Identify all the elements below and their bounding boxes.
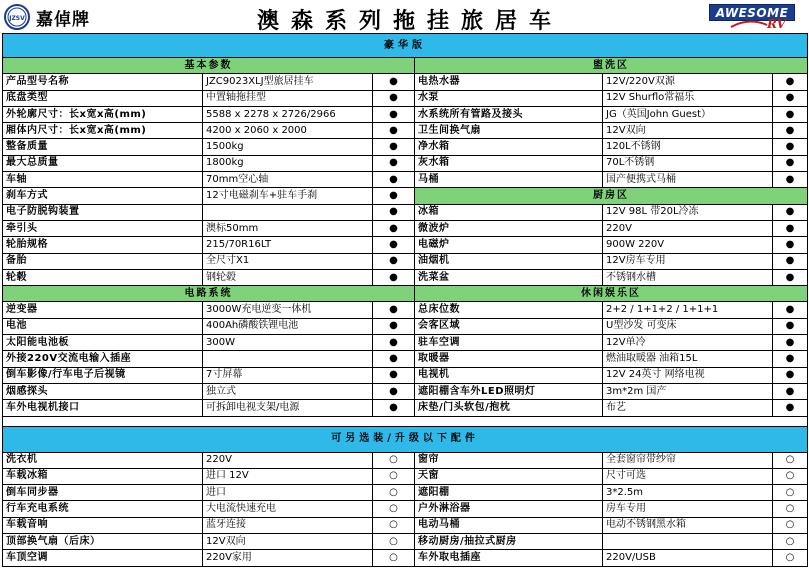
option-label: 洗衣机	[3, 452, 203, 468]
spec-label: 电子防脱钩装置	[3, 204, 203, 220]
spec-label: 太阳能电池板	[3, 335, 203, 351]
spec-value: 布艺	[603, 400, 773, 416]
header	[0, 0, 809, 33]
brand-logo	[4, 3, 124, 31]
brand-seal-icon	[4, 4, 30, 30]
spec-value: 215/70R16LT	[203, 237, 373, 253]
option-row	[3, 501, 808, 517]
spacer	[3, 416, 808, 426]
table-row	[3, 220, 808, 236]
option-label: 移动厨房/抽拉式厨房	[415, 534, 603, 550]
spec-label: 取暖器	[415, 351, 603, 367]
spec-value: 5588 x 2278 x 2726/2966	[203, 106, 373, 122]
table-row	[3, 383, 808, 399]
spec-value: 12寸电磁刹车+驻车手刹	[203, 188, 373, 204]
standard-mark-icon: ●	[373, 106, 415, 122]
spec-value: 12V 98L 带20L冷冻	[603, 204, 773, 220]
standard-mark-icon: ●	[773, 302, 808, 318]
table-row	[3, 269, 808, 285]
table-row	[3, 106, 808, 122]
spec-label: 备胎	[3, 253, 203, 269]
optional-mark-icon: ○	[773, 452, 808, 468]
spec-label: 洗菜盆	[415, 269, 603, 285]
table-row	[3, 335, 808, 351]
spec-value: 300W	[203, 335, 373, 351]
spec-label: 厢体内尺寸：长x宽x高(mm)	[3, 123, 203, 139]
optional-mark-icon: ○	[773, 485, 808, 501]
standard-mark-icon: ●	[773, 106, 808, 122]
standard-mark-icon: ●	[373, 318, 415, 334]
optional-mark-icon: ○	[373, 485, 415, 501]
spec-label: 床垫/门头软包/抱枕	[415, 400, 603, 416]
standard-mark-icon: ●	[773, 253, 808, 269]
spec-value: 国产便携式马桶	[603, 172, 773, 188]
options-banner: 可另选装/升级以下配件	[3, 426, 808, 452]
option-label: 倒车同步器	[3, 485, 203, 501]
spec-label: 油烟机	[415, 253, 603, 269]
spec-value: 燃油取暖器 油箱15L	[603, 351, 773, 367]
standard-mark-icon: ●	[773, 318, 808, 334]
spec-label: 刹车方式	[3, 188, 203, 204]
option-label: 遮阳棚	[415, 485, 603, 501]
standard-mark-icon: ●	[373, 123, 415, 139]
optional-mark-icon: ○	[373, 501, 415, 517]
standard-mark-icon: ●	[373, 188, 415, 204]
standard-mark-icon: ●	[373, 367, 415, 383]
spec-label: 倒车影像/行车电子后视镜	[3, 367, 203, 383]
spec-label: 冰箱	[415, 204, 603, 220]
spec-label: 电磁炉	[415, 237, 603, 253]
table-row	[3, 253, 808, 269]
spec-label: 轮毂	[3, 269, 203, 285]
standard-mark-icon: ●	[773, 90, 808, 106]
spec-value: 400Ah磷酸铁锂电池	[203, 318, 373, 334]
standard-mark-icon: ●	[373, 351, 415, 367]
standard-mark-icon: ●	[773, 400, 808, 416]
spec-label: 净水箱	[415, 139, 603, 155]
section-header: 盥洗区	[415, 58, 808, 74]
spec-label: 电视机	[415, 367, 603, 383]
option-label: 车载冰箱	[3, 468, 203, 484]
spec-label: 底盘类型	[3, 90, 203, 106]
spec-value: 4200 x 2060 x 2000	[203, 123, 373, 139]
option-value: 进口 12V	[203, 468, 373, 484]
spec-label: 整备质量	[3, 139, 203, 155]
option-row	[3, 468, 808, 484]
spec-value: 3000W充电逆变一体机	[203, 302, 373, 318]
option-value: 220V家用	[203, 550, 373, 566]
table-row	[3, 400, 808, 416]
awesome-logo-text: AWESOME	[715, 5, 789, 20]
spec-value	[203, 351, 373, 367]
swoosh-icon	[729, 19, 769, 31]
option-value: 电动不锈钢黑水箱	[603, 517, 773, 533]
table-row	[3, 318, 808, 334]
table-row	[3, 237, 808, 253]
standard-mark-icon: ●	[373, 172, 415, 188]
spec-label: 烟感探头	[3, 383, 203, 399]
spec-label: 马桶	[415, 172, 603, 188]
table-row	[3, 155, 808, 171]
option-row	[3, 550, 808, 566]
spec-value: 120L不锈钢	[603, 139, 773, 155]
standard-mark-icon: ●	[773, 139, 808, 155]
standard-mark-icon: ●	[373, 400, 415, 416]
option-label: 车外取电插座	[415, 550, 603, 566]
table-row	[3, 286, 808, 302]
option-row	[3, 517, 808, 533]
awesome-logo-sub: RV	[767, 17, 786, 31]
option-label: 车载音响	[3, 517, 203, 533]
option-value: 大电流快速充电	[203, 501, 373, 517]
standard-mark-icon: ●	[373, 139, 415, 155]
awesome-logo	[709, 2, 803, 32]
spec-value: 12V 24英寸 网络电视	[603, 367, 773, 383]
option-value: 12V双向	[203, 534, 373, 550]
standard-mark-icon: ●	[773, 204, 808, 220]
option-label: 顶部换气扇（后床）	[3, 534, 203, 550]
table-row	[3, 204, 808, 220]
option-value	[603, 534, 773, 550]
spec-value: U型沙发 可变床	[603, 318, 773, 334]
option-value: 220V	[203, 452, 373, 468]
optional-mark-icon: ○	[373, 534, 415, 550]
seal-text: JZSV	[9, 15, 25, 22]
spec-value: 可拆卸电视支架/电源	[203, 400, 373, 416]
section-header: 电路系统	[3, 286, 415, 302]
standard-mark-icon: ●	[373, 155, 415, 171]
table-row	[3, 188, 808, 204]
spec-label: 逆变器	[3, 302, 203, 318]
spec-value: 不锈钢水槽	[603, 269, 773, 285]
spec-value: 900W 220V	[603, 237, 773, 253]
optional-mark-icon: ○	[373, 517, 415, 533]
spec-label: 外轮廓尺寸：长x宽x高(mm)	[3, 106, 203, 122]
optional-mark-icon: ○	[773, 468, 808, 484]
spec-label: 会客区域	[415, 318, 603, 334]
spec-label: 产品型号名称	[3, 74, 203, 90]
optional-mark-icon: ○	[373, 550, 415, 566]
option-value: 房车专用	[603, 501, 773, 517]
spec-label: 电池	[3, 318, 203, 334]
spec-value: 12V单冷	[603, 335, 773, 351]
brand-name: 嘉倬牌	[36, 9, 90, 30]
standard-mark-icon: ●	[373, 204, 415, 220]
option-value: 全套窗帘带纱帘	[603, 452, 773, 468]
spec-value: 70mm空心轴	[203, 172, 373, 188]
spec-value: 澳标50mm	[203, 220, 373, 236]
spec-value: 1800kg	[203, 155, 373, 171]
table-row	[3, 90, 808, 106]
table-row	[3, 351, 808, 367]
spec-label: 车外电视机接口	[3, 400, 203, 416]
option-label: 电动马桶	[415, 517, 603, 533]
standard-mark-icon: ●	[373, 335, 415, 351]
optional-mark-icon: ○	[773, 534, 808, 550]
spec-value: JZC9023XLJ型旅居挂车	[203, 74, 373, 90]
spec-value: 220V	[603, 220, 773, 236]
spec-label: 卫生间换气扇	[415, 123, 603, 139]
spec-value: 独立式	[203, 383, 373, 399]
table-row	[3, 58, 808, 74]
standard-mark-icon: ●	[773, 123, 808, 139]
spec-value: 1500kg	[203, 139, 373, 155]
standard-mark-icon: ●	[373, 383, 415, 399]
standard-mark-icon: ●	[773, 269, 808, 285]
table-row	[3, 74, 808, 90]
optional-mark-icon: ○	[373, 468, 415, 484]
standard-mark-icon: ●	[773, 155, 808, 171]
option-value: 3*2.5m	[603, 485, 773, 501]
option-label: 户外淋浴器	[415, 501, 603, 517]
deluxe-banner: 豪华版	[3, 34, 808, 58]
spec-label: 电热水器	[415, 74, 603, 90]
standard-mark-icon: ●	[373, 269, 415, 285]
spec-label: 水系统所有管路及接头	[415, 106, 603, 122]
spec-value: 12V/220V双源	[603, 74, 773, 90]
spec-value: 3m*2m 国产	[603, 383, 773, 399]
spec-label: 灰水箱	[415, 155, 603, 171]
standard-mark-icon: ●	[773, 335, 808, 351]
option-value: 蓝牙连接	[203, 517, 373, 533]
page-title: 澳森系列拖挂旅居车	[256, 8, 563, 34]
option-value: 尺寸可选	[603, 468, 773, 484]
spec-label: 轮胎规格	[3, 237, 203, 253]
spec-label: 牵引头	[3, 220, 203, 236]
spec-table	[2, 33, 808, 567]
spec-label: 总床位数	[415, 302, 603, 318]
standard-mark-icon: ●	[373, 90, 415, 106]
table-row	[3, 302, 808, 318]
standard-mark-icon: ●	[373, 237, 415, 253]
spec-value: 中置轴拖挂型	[203, 90, 373, 106]
table-row	[3, 139, 808, 155]
spec-value: 7寸屏幕	[203, 367, 373, 383]
optional-mark-icon: ○	[373, 452, 415, 468]
option-label: 天窗	[415, 468, 603, 484]
option-row	[3, 534, 808, 550]
spec-label: 最大总质量	[3, 155, 203, 171]
standard-mark-icon: ●	[773, 74, 808, 90]
spec-value: 钢轮毂	[203, 269, 373, 285]
section-header: 基本参数	[3, 58, 415, 74]
spec-value: 全尺寸X1	[203, 253, 373, 269]
spec-value: 12V双向	[603, 123, 773, 139]
option-row	[3, 485, 808, 501]
option-label: 行车充电系统	[3, 501, 203, 517]
spec-label: 车轴	[3, 172, 203, 188]
spec-value: 12V房车专用	[603, 253, 773, 269]
standard-mark-icon: ●	[773, 220, 808, 236]
standard-mark-icon: ●	[373, 253, 415, 269]
optional-mark-icon: ○	[773, 517, 808, 533]
standard-mark-icon: ●	[373, 220, 415, 236]
spec-label: 外接220V交流电输入插座	[3, 351, 203, 367]
spec-label: 微波炉	[415, 220, 603, 236]
spec-value: 2+2 / 1+1+2 / 1+1+1	[603, 302, 773, 318]
standard-mark-icon: ●	[773, 367, 808, 383]
section-header: 休闲娱乐区	[415, 286, 808, 302]
option-row	[3, 452, 808, 468]
standard-mark-icon: ●	[773, 172, 808, 188]
spec-value: JG（英国John Guest）	[603, 106, 773, 122]
table-row	[3, 367, 808, 383]
table-row	[3, 123, 808, 139]
spec-label: 遮阳棚含车外LED照明灯	[415, 383, 603, 399]
standard-mark-icon: ●	[373, 302, 415, 318]
option-label: 窗帘	[415, 452, 603, 468]
option-value: 220V/USB	[603, 550, 773, 566]
optional-mark-icon: ○	[773, 501, 808, 517]
spec-value: 70L不锈钢	[603, 155, 773, 171]
standard-mark-icon: ●	[373, 74, 415, 90]
spec-value: 12V Shurflo常福乐	[603, 90, 773, 106]
spec-label: 水泵	[415, 90, 603, 106]
standard-mark-icon: ●	[773, 351, 808, 367]
spec-value	[203, 204, 373, 220]
standard-mark-icon: ●	[773, 237, 808, 253]
option-value: 进口	[203, 485, 373, 501]
optional-mark-icon: ○	[773, 550, 808, 566]
standard-mark-icon: ●	[773, 383, 808, 399]
spec-label: 驻车空调	[415, 335, 603, 351]
option-label: 车顶空调	[3, 550, 203, 566]
section-header: 厨房区	[415, 188, 808, 204]
table-row	[3, 172, 808, 188]
